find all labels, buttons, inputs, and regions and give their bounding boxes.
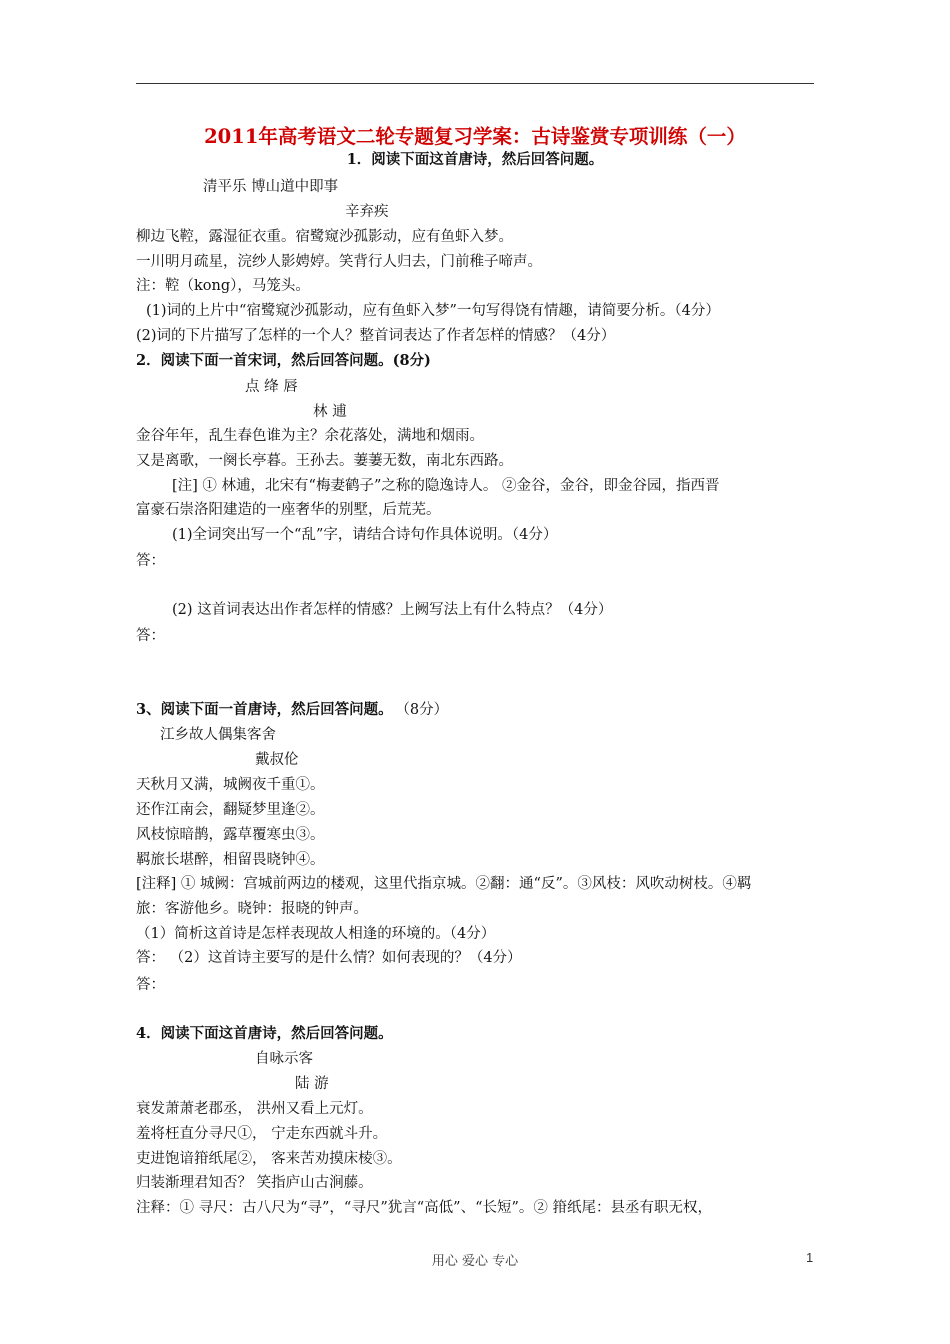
q1-heading: 1．阅读下面这首唐诗，然后回答问题。	[346, 151, 604, 168]
q2-poem-title: 点 绛 唇	[245, 379, 298, 395]
q3-poem-title: 江乡故人偶集客舍	[160, 727, 276, 743]
q2-poem-author: 林 逋	[313, 404, 347, 420]
page-footer: 用心 爱心 专心	[431, 1254, 519, 1269]
q4-poem-author: 陆 游	[295, 1076, 329, 1092]
page-number: 1	[806, 1250, 814, 1265]
q4-heading: 4．阅读下面这首唐诗，然后回答问题。	[136, 1025, 393, 1042]
q3-poem-line: 天秋月又满，城阙夜千重①。	[136, 777, 325, 793]
q2-heading: 2．阅读下面一首宋词，然后回答问题。(8分)	[136, 352, 431, 369]
q1-subquestion-2: (2)词的下片描写了怎样的一个人？整首词表达了作者怎样的情感？（4分）	[136, 328, 616, 344]
answer-label: 答：	[136, 553, 165, 569]
q3-poem-author: 戴叔伦	[255, 752, 299, 768]
q2-note-continued: 富豪石崇洛阳建造的一座奢华的别墅，后荒芜。	[136, 502, 441, 518]
q1-poem-line: 一川明月疏星，浣纱人影娉婷。笑背行人归去，门前稚子啼声。	[136, 254, 542, 270]
q1-poem-title: 清平乐 博山道中即事	[203, 179, 339, 195]
q2-poem-line: 金谷年年，乱生春色谁为主？余花落处，满地和烟雨。	[136, 428, 484, 444]
q4-poem-line: 吏进饱谙箝纸尾②， 客来苦劝摸床棱③。	[136, 1151, 402, 1167]
q4-note: 注释：① 寻尺：古八尺为“寻”，“寻尺”犹言“高低”、“长短”。② 箝纸尾：县丞有职无权，	[136, 1200, 713, 1216]
q3-poem-line: 还作江南会，翻疑梦里逢②。	[136, 802, 325, 818]
q4-poem-line: 羞将枉直分寻尺①， 宁走东西就斗升。	[136, 1126, 388, 1142]
q3-note-continued: 旅：客游他乡。晓钟：报晓的钟声。	[136, 901, 368, 917]
q2-poem-line: 又是离歌，一阕长亭暮。王孙去。萋萋无数，南北东西路。	[136, 453, 513, 469]
q2-subquestion-1: (1)全词突出写一个“乱”字，请结合诗句作具体说明。（4分）	[172, 527, 558, 543]
q4-poem-line: 衰发萧萧老郡丞， 洪州又看上元灯。	[136, 1101, 373, 1117]
q3-poem-line: 羁旅长堪醉，相留畏晓钟④。	[136, 852, 325, 868]
header-rule	[136, 83, 814, 84]
q4-poem-line: 归装渐理君知否？ 笑指庐山古涧藤。	[136, 1175, 373, 1191]
answer-label: 答：	[136, 628, 165, 644]
q3-poem-line: 风枝惊暗鹊，露草覆寒虫③。	[136, 827, 325, 843]
q3-heading: 3、阅读下面一首唐诗，然后回答问题。 （8分）	[136, 701, 449, 718]
q1-subquestion-1: (1)词的上片中“宿鹭窥沙孤影动，应有鱼虾入梦”一句写得饶有情趣，请简要分析。（4分）	[146, 303, 720, 319]
q1-poem-author: 辛弃疾	[345, 204, 389, 220]
document-title: 2011年高考语文二轮专题复习学案：古诗鉴赏专项训练（一）	[204, 125, 746, 148]
q2-note: [注] ① 林逋，北宋有“梅妻鹤子”之称的隐逸诗人。 ②金谷，金谷，即金谷园，指西晋	[172, 478, 720, 494]
q1-note: 注：鞚（kong），马笼头。	[136, 278, 310, 294]
q3-subquestion-1: （1）简析这首诗是怎样表现故人相逢的环境的。（4分）	[136, 926, 496, 942]
q1-poem-line: 柳边飞鞚，露湿征衣重。宿鹭窥沙孤影动，应有鱼虾入梦。	[136, 229, 513, 245]
q3-note: [注释] ① 城阙：宫城前两边的楼观，这里代指京城。②翻：通“反”。③风枝：风吹动树枝。④羁	[136, 876, 752, 892]
answer-label: 答：	[136, 977, 165, 993]
q4-poem-title: 自咏示客	[255, 1051, 313, 1067]
q3-answer-and-subquestion-2: 答： （2）这首诗主要写的是什么情？如何表现的？（4分）	[136, 950, 522, 966]
q2-subquestion-2: (2) 这首词表达出作者怎样的情感？上阙写法上有什么特点？（4分）	[172, 602, 613, 618]
